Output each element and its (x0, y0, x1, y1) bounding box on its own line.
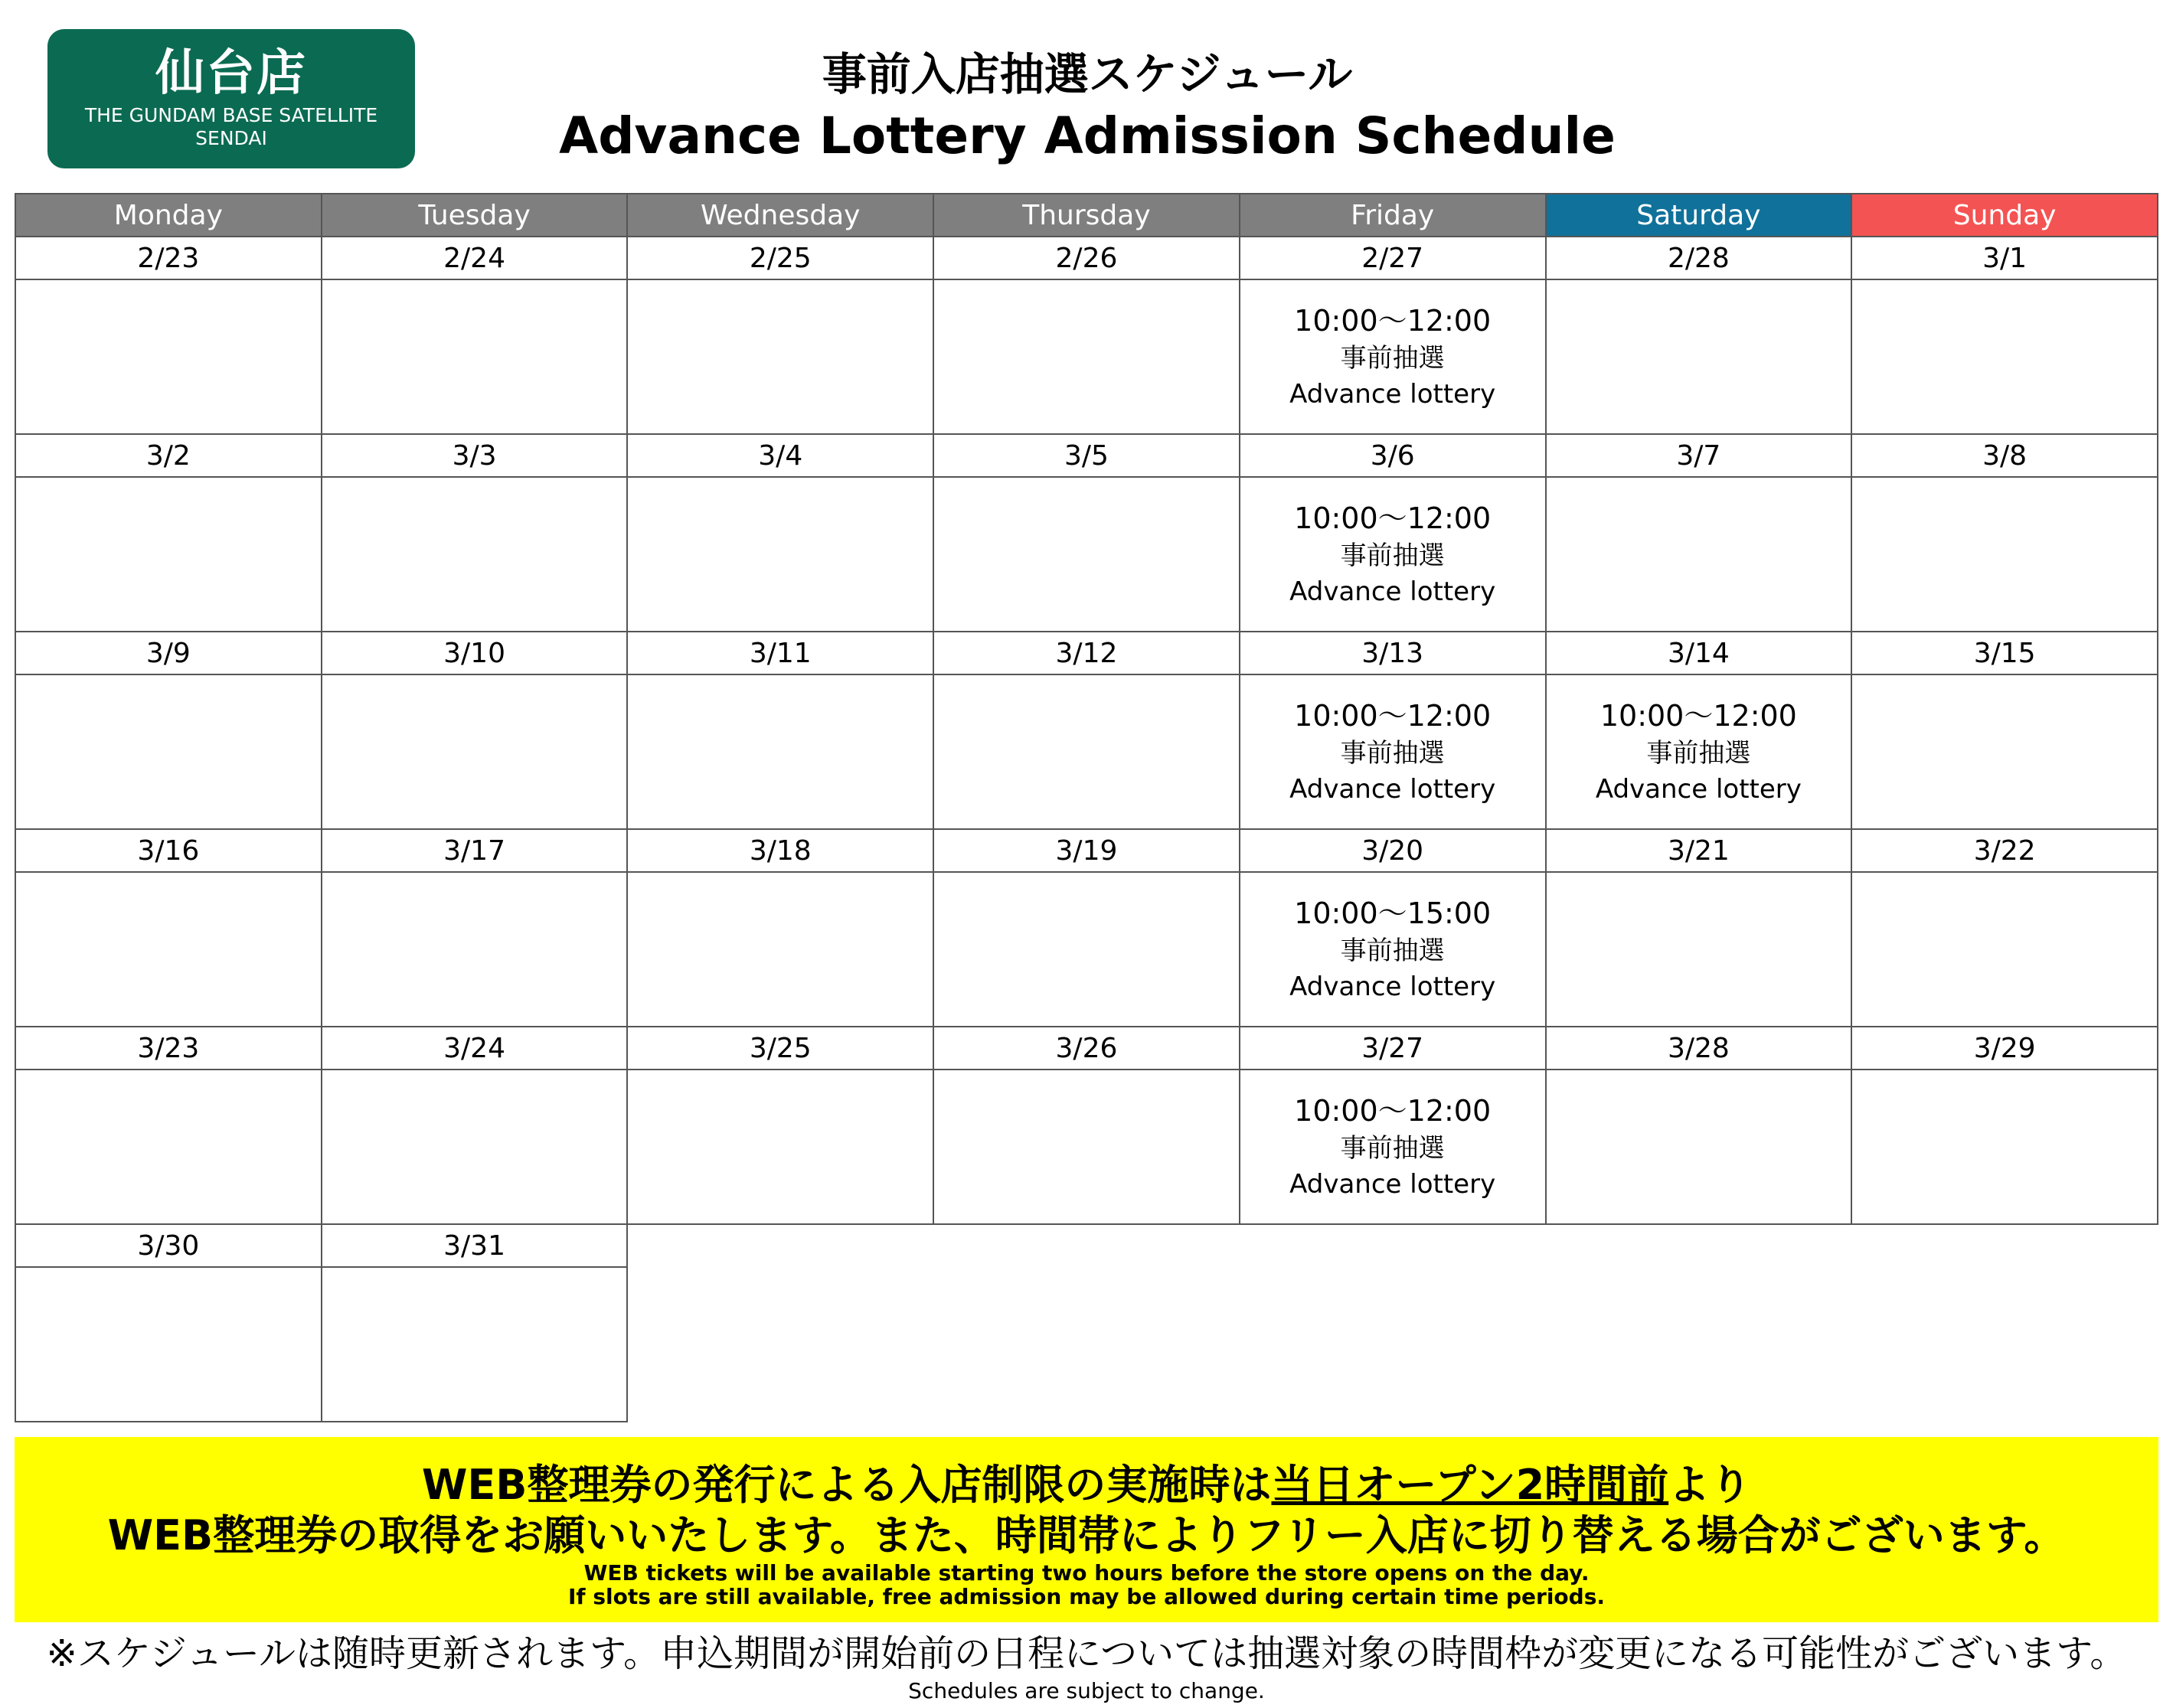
event-label-japanese: 事前抽選 (1340, 936, 1445, 966)
date-cell: 3/30 (15, 1224, 322, 1267)
schedule-slot-cell (15, 279, 322, 434)
store-name: 仙台店 (155, 45, 307, 102)
event-time: 10:00～15:00 (1294, 896, 1492, 930)
week-date-row (15, 1027, 2158, 1070)
date-cell: 3/13 (1240, 632, 1546, 674)
date-cell: 3/9 (15, 632, 322, 674)
event-label-english: Advance lottery (1289, 1169, 1496, 1200)
date-cell: 3/15 (1851, 632, 2158, 674)
schedule-slot-cell (627, 674, 933, 829)
schedule-slot-cell (1546, 279, 1852, 434)
event-label-english: Advance lottery (1289, 774, 1496, 805)
store-subtitle-line2: SENDAI (195, 127, 267, 149)
date-cell: 3/11 (627, 632, 933, 674)
schedule-slot-cell (322, 872, 628, 1027)
schedule-calendar (15, 193, 2158, 1422)
date-cell: 3/25 (627, 1027, 933, 1070)
empty-cell (1240, 1224, 1546, 1267)
schedule-slot-cell (1240, 872, 1546, 1027)
schedule-slot-cell (1851, 477, 2158, 632)
event-label-japanese: 事前抽選 (1340, 738, 1445, 769)
schedule-slot-cell (1851, 674, 2158, 829)
footer (0, 1629, 2173, 1704)
store-badge (47, 29, 415, 168)
schedule-slot-cell (15, 477, 322, 632)
event-label-japanese: 事前抽選 (1340, 343, 1445, 374)
week-slot-row (15, 477, 2158, 632)
title-english: Advance Lottery Admission Schedule (559, 106, 1616, 165)
date-cell: 3/12 (933, 632, 1240, 674)
date-cell: 3/5 (933, 434, 1240, 477)
empty-cell (1851, 1224, 2158, 1267)
event-label-japanese: 事前抽選 (1646, 738, 1751, 769)
schedule-slot-cell (933, 674, 1240, 829)
event-time: 10:00～12:00 (1294, 1094, 1492, 1128)
schedule-slot-cell (1240, 674, 1546, 829)
schedule-slot-cell (627, 872, 933, 1027)
empty-cell (627, 1224, 933, 1267)
week-date-row (15, 237, 2158, 279)
empty-cell (933, 1224, 1240, 1267)
schedule-slot-cell (15, 674, 322, 829)
schedule-slot-cell (15, 872, 322, 1027)
schedule-slot-cell (15, 1267, 322, 1422)
date-cell: 3/28 (1546, 1027, 1852, 1070)
event-time: 10:00～12:00 (1294, 699, 1492, 733)
date-cell: 3/21 (1546, 829, 1852, 872)
schedule-slot-cell (1546, 674, 1852, 829)
date-cell: 3/10 (322, 632, 628, 674)
date-cell: 3/1 (1851, 237, 2158, 279)
date-cell: 2/25 (627, 237, 933, 279)
schedule-slot-cell (1546, 872, 1852, 1027)
schedule-slot-cell (15, 1070, 322, 1224)
weekday-header-monday: Monday (15, 194, 322, 237)
store-subtitle-line1: THE GUNDAM BASE SATELLITE (84, 104, 378, 126)
week-slot-row (15, 279, 2158, 434)
date-cell: 3/22 (1851, 829, 2158, 872)
event-time: 10:00～12:00 (1294, 304, 1492, 338)
event-label-japanese: 事前抽選 (1340, 1133, 1445, 1164)
schedule-slot-cell (1546, 477, 1852, 632)
schedule-slot-cell (627, 1070, 933, 1224)
date-cell: 3/27 (1240, 1027, 1546, 1070)
empty-cell (1851, 1267, 2158, 1422)
date-cell: 2/24 (322, 237, 628, 279)
schedule-slot-cell (1240, 477, 1546, 632)
weekday-header-friday: Friday (1240, 194, 1546, 237)
weekday-header-thursday: Thursday (933, 194, 1240, 237)
date-cell: 3/29 (1851, 1027, 2158, 1070)
event-time: 10:00～12:00 (1600, 699, 1797, 733)
schedule-slot-cell (322, 279, 628, 434)
schedule-slot-cell (1240, 279, 1546, 434)
empty-cell (1546, 1224, 1852, 1267)
schedule-slot-cell (1851, 279, 2158, 434)
date-cell: 2/23 (15, 237, 322, 279)
date-cell: 3/17 (322, 829, 628, 872)
date-cell: 3/24 (322, 1027, 628, 1070)
footer-note-japanese: ※スケジュールは随時更新されます。申込期間が開始前の日程については抽選対象の時間枠が変更になる可能性がございます。 (46, 1632, 2127, 1675)
schedule-slot-cell (627, 477, 933, 632)
event-label-english: Advance lottery (1289, 972, 1496, 1002)
notice-english-2: If slots are still available, free admission may be allowed during certain time periods. (567, 1584, 1606, 1609)
date-cell: 3/14 (1546, 632, 1852, 674)
schedule-slot-cell (322, 477, 628, 632)
date-cell: 3/8 (1851, 434, 2158, 477)
notice-line-2: WEB整理券の取得をお願いいたします。また、時間帯によりフリー入店に切り替える場合がございます。 (107, 1511, 2066, 1559)
schedule-slot-cell (627, 279, 933, 434)
date-cell: 3/6 (1240, 434, 1546, 477)
schedule-slot-cell (1851, 1070, 2158, 1224)
notice-line-1-end: より (1668, 1461, 1752, 1509)
date-cell: 2/28 (1546, 237, 1852, 279)
week-slot-row (15, 872, 2158, 1027)
date-cell: 3/26 (933, 1027, 1240, 1070)
footer-note-english: Schedules are subject to change. (908, 1678, 1265, 1703)
schedule-slot-cell (322, 674, 628, 829)
schedule-slot-cell (1851, 872, 2158, 1027)
event-label-english: Advance lottery (1289, 379, 1496, 410)
date-cell: 3/7 (1546, 434, 1852, 477)
web-ticket-notice (15, 1437, 2158, 1622)
schedule-slot-cell (933, 279, 1240, 434)
week-slot-row (15, 1267, 2158, 1422)
empty-cell (627, 1267, 933, 1422)
week-slot-row (15, 1070, 2158, 1224)
date-cell: 2/27 (1240, 237, 1546, 279)
schedule-slot-cell (1546, 1070, 1852, 1224)
empty-cell (1240, 1267, 1546, 1422)
date-cell: 3/20 (1240, 829, 1546, 872)
notice-line-1 (15, 1460, 2158, 1510)
weekday-header-sunday: Sunday (1851, 194, 2158, 237)
schedule-slot-cell (933, 1070, 1240, 1224)
weekday-header-tuesday: Tuesday (322, 194, 628, 237)
week-date-row (15, 829, 2158, 872)
schedule-slot-cell (322, 1070, 628, 1224)
week-date-row (15, 434, 2158, 477)
notice-line-1-highlight: 当日オープン2時間前 (1271, 1461, 1669, 1509)
weekday-header-wednesday: Wednesday (627, 194, 933, 237)
weekday-header-row (15, 194, 2158, 237)
event-label-english: Advance lottery (1595, 774, 1802, 805)
date-cell: 3/31 (322, 1224, 628, 1267)
schedule-slot-cell (322, 1267, 628, 1422)
page-title (475, 44, 1700, 168)
week-date-row (15, 1224, 2158, 1267)
date-cell: 3/4 (627, 434, 933, 477)
notice-english-1: WEB tickets will be available starting two hours before the store opens on the day. (583, 1560, 1590, 1586)
event-label-english: Advance lottery (1289, 576, 1496, 607)
notice-line-1-start: WEB整理券の発行による入店制限の実施時は (421, 1461, 1272, 1509)
date-cell: 3/18 (627, 829, 933, 872)
week-slot-row (15, 674, 2158, 829)
week-date-row (15, 632, 2158, 674)
date-cell: 3/16 (15, 829, 322, 872)
schedule-slot-cell (933, 477, 1240, 632)
date-cell: 2/26 (933, 237, 1240, 279)
date-cell: 3/3 (322, 434, 628, 477)
event-time: 10:00～12:00 (1294, 501, 1492, 535)
date-cell: 3/2 (15, 434, 322, 477)
event-label-japanese: 事前抽選 (1340, 540, 1445, 571)
weekday-header-saturday: Saturday (1546, 194, 1852, 237)
schedule-slot-cell (1240, 1070, 1546, 1224)
date-cell: 3/23 (15, 1027, 322, 1070)
empty-cell (933, 1267, 1240, 1422)
date-cell: 3/19 (933, 829, 1240, 872)
title-japanese: 事前入店抽選スケジュール (822, 48, 1353, 100)
empty-cell (1546, 1267, 1852, 1422)
schedule-slot-cell (933, 872, 1240, 1027)
